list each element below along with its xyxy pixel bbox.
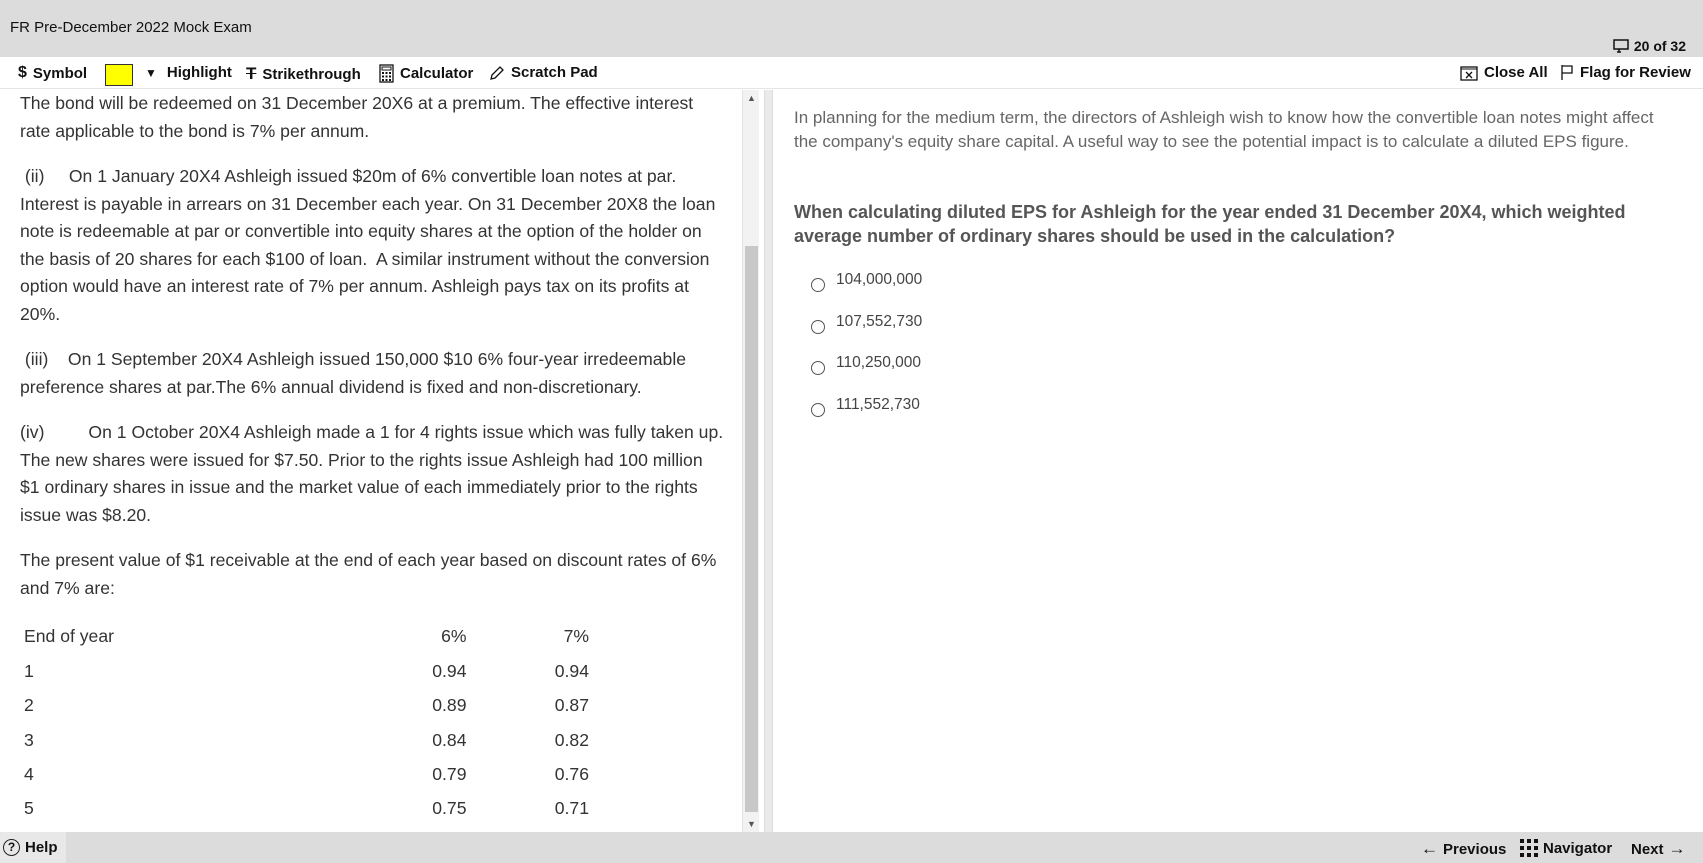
- highlight-button[interactable]: [145, 64, 232, 81]
- arrow-right-icon: →: [1668, 839, 1686, 858]
- help-button[interactable]: [3, 839, 58, 856]
- table-cell: 1: [24, 660, 34, 681]
- previous-label: Previous: [1443, 840, 1507, 858]
- close-window-icon: [1460, 65, 1478, 81]
- table-header: 6%: [441, 626, 467, 647]
- answer-option-b[interactable]: [811, 310, 922, 334]
- scratch-pad-button[interactable]: [489, 64, 598, 81]
- discount-factor-table: [20, 620, 595, 826]
- answer-option-label: 107,552,730: [836, 313, 923, 330]
- answer-option-label: 104,000,000: [836, 271, 923, 288]
- scratch-pad-label: Scratch Pad: [511, 64, 598, 81]
- table-cell: 0.94: [554, 660, 589, 681]
- navigator-button[interactable]: [1520, 839, 1612, 857]
- monitor-icon: [1613, 39, 1629, 53]
- scenario-scrollbar[interactable]: [742, 90, 759, 832]
- table-cell: 0.82: [554, 729, 589, 750]
- flag-icon: [1560, 64, 1574, 81]
- scenario-paragraph: The bond will be redeemed on 31 December 20X6 at a premium. The effective interest rate applicable to the bond is 7% per annum.: [20, 93, 694, 141]
- radio-button[interactable]: [811, 320, 825, 334]
- table-row: [20, 723, 595, 757]
- radio-button[interactable]: [811, 361, 825, 375]
- pencil-icon: [489, 65, 505, 81]
- symbol-label: Symbol: [32, 64, 88, 82]
- close-all-label: Close All: [1484, 64, 1548, 81]
- table-cell: 5: [24, 798, 34, 819]
- next-button[interactable]: [1631, 839, 1686, 859]
- table-row: [20, 654, 595, 688]
- table-row: [20, 689, 595, 723]
- caret-down-icon[interactable]: ▼: [145, 65, 157, 80]
- scenario-paragraph: (iii) On 1 September 20X4 Ashleigh issued 150,000 $10 6% four-year irredeemable preference shares at par.The 6% annual dividend is fixed and non-discretionary.: [20, 349, 687, 397]
- strikethrough-button[interactable]: [246, 64, 361, 84]
- question-pane: [774, 90, 1703, 832]
- dollar-icon: $: [18, 64, 27, 81]
- scroll-up-icon[interactable]: ▲: [747, 93, 756, 103]
- table-cell: 0.89: [432, 695, 467, 716]
- close-all-button[interactable]: [1460, 64, 1548, 81]
- scenario-text: [20, 90, 726, 826]
- strikethrough-label: Strikethrough: [262, 65, 361, 83]
- table-cell: 2: [24, 695, 34, 716]
- question-intro: In planning for the medium term, the directors of Ashleigh wish to know how the convertible loan notes might affect the company's equity share capital. A useful way to see the potential impact is to calculate a diluted EPS figure.: [794, 108, 1654, 151]
- calculator-button[interactable]: [379, 64, 473, 83]
- exam-title: FR Pre-December 2022 Mock Exam: [10, 19, 252, 36]
- help-icon: ?: [3, 839, 20, 856]
- scenario-paragraph: (iv) On 1 October 20X4 Ashleigh made a 1 for 4 rights issue which was fully taken up. The new shares were issued for $7.50. Prior to the rights issue Ashleigh had 100 million $1 ordinary shares in issue and the market value of each immediately prior to the rights issue was $8.20.: [20, 422, 724, 525]
- answer-option-label: 111,552,730: [836, 396, 920, 413]
- next-label: Next: [1631, 840, 1664, 858]
- scenario-paragraph: The present value of $1 receivable at the end of each year based on discount rates of 6% and 7% are:: [20, 550, 717, 598]
- radio-button[interactable]: [811, 403, 825, 417]
- scroll-down-icon[interactable]: ▼: [747, 819, 756, 829]
- table-header: End of year: [24, 626, 114, 647]
- previous-button[interactable]: [1421, 839, 1506, 859]
- question-counter-text: 20 of 32: [1633, 38, 1686, 54]
- help-label: Help: [25, 839, 58, 856]
- table-cell: 4: [24, 764, 34, 784]
- answer-option-a[interactable]: [811, 268, 922, 292]
- table-cell: 0.94: [432, 660, 467, 681]
- answer-option-label: 110,250,000: [836, 354, 922, 371]
- navigator-label: Navigator: [1543, 839, 1613, 857]
- highlight-color-swatch[interactable]: [105, 64, 133, 86]
- flag-for-review-button[interactable]: [1560, 64, 1691, 81]
- highlight-label: Highlight: [166, 64, 232, 81]
- radio-button[interactable]: [811, 278, 825, 292]
- pane-divider[interactable]: [764, 90, 773, 832]
- table-row: [20, 758, 595, 792]
- title-bar: [0, 0, 1703, 57]
- flag-label: Flag for Review: [1580, 64, 1691, 81]
- table-cell: 0.71: [554, 798, 589, 819]
- scenario-paragraph: (ii) On 1 January 20X4 Ashleigh issued $20m of 6% convertible loan notes at par. Interest is payable in arrears on 31 December each year. On 31 December 20X8 the loan note is redeemable at par or convertible into equity shares at the option of the holder on the basis of 20 shares for each $100 of loan. A similar instrument without the conversion option would have an interest rate of 7% per annum. Ashleigh pays tax on its profits at 20%.: [20, 166, 716, 324]
- answer-option-d[interactable]: [811, 393, 920, 417]
- table-row: [20, 792, 595, 826]
- table-header-row: [20, 620, 595, 654]
- calculator-label: Calculator: [400, 65, 474, 82]
- scenario-pane: [0, 90, 742, 832]
- grid-icon: [1520, 839, 1538, 857]
- symbol-button[interactable]: [18, 64, 87, 82]
- question-text: When calculating diluted EPS for Ashleigh for the year ended 31 December 20X4, which weighted average number of ordinary shares should be used in the calculation?: [794, 202, 1626, 246]
- table-header: 7%: [563, 626, 589, 647]
- question-counter: [1613, 38, 1686, 54]
- table-cell: 0.76: [554, 764, 589, 784]
- table-cell: 3: [24, 729, 34, 750]
- table-cell: 0.79: [432, 764, 467, 784]
- table-cell: 0.87: [554, 695, 589, 716]
- arrow-left-icon: ←: [1421, 839, 1438, 858]
- calculator-icon: [379, 64, 394, 83]
- bottom-bar: [0, 832, 1703, 863]
- answer-option-c[interactable]: [811, 351, 921, 375]
- table-cell: 0.75: [432, 798, 467, 819]
- scrollbar-thumb[interactable]: [745, 246, 758, 812]
- table-cell: 0.84: [432, 729, 467, 750]
- strikethrough-icon: T: [246, 64, 257, 83]
